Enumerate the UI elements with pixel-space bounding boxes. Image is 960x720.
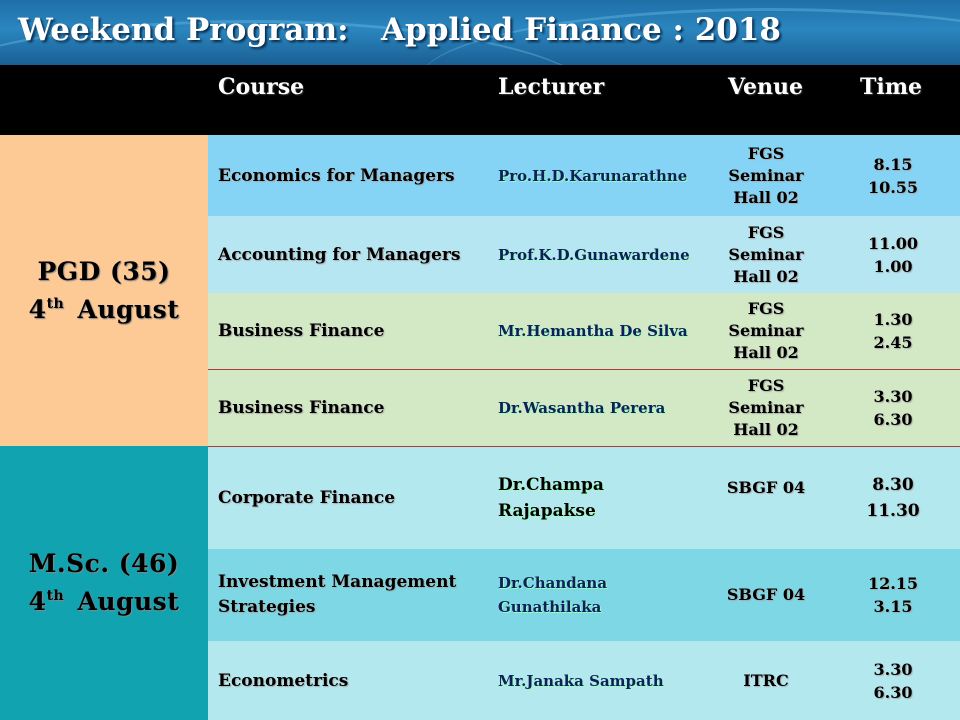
time-end: 11.30	[866, 501, 920, 521]
table-row	[208, 293, 960, 370]
table-row	[208, 135, 960, 216]
lecturer-cell: Pro.H.D.Karunarathne	[498, 166, 688, 185]
time-start: 3.30	[873, 659, 913, 679]
venue-line: Hall 02	[733, 266, 799, 286]
venue-line: FGS	[747, 299, 785, 318]
venue-line: SBGF 04	[726, 478, 806, 497]
table-row	[208, 370, 960, 446]
time-cell	[838, 293, 948, 369]
venue-line: Seminar	[728, 165, 804, 185]
time-end: 6.30	[873, 682, 913, 702]
time-start: 11.00	[867, 233, 919, 253]
lecturer-cell	[498, 549, 718, 641]
venue-cell	[716, 135, 816, 216]
venue-cell	[716, 549, 816, 641]
venue-line: Hall 02	[733, 420, 799, 439]
lecturer-cell: Mr.Hemantha De Silva	[498, 322, 688, 340]
table-row	[208, 641, 960, 720]
lecturer-cell	[498, 447, 718, 549]
course-cell: Business Finance	[218, 398, 385, 418]
time-start: 1.30	[873, 310, 913, 329]
header-lecturer: Lecturer	[498, 74, 605, 100]
venue-line: ITRC	[743, 670, 789, 690]
header-course: Course	[218, 74, 305, 100]
venue-line: Seminar	[728, 244, 804, 264]
time-end: 2.45	[873, 333, 913, 352]
table-row	[208, 549, 960, 641]
group-cell-msc	[0, 446, 208, 720]
venue-cell	[716, 641, 816, 720]
table-row	[208, 446, 960, 549]
time-cell	[838, 641, 948, 720]
time-cell	[838, 216, 948, 293]
venue-cell	[716, 293, 816, 369]
course-cell	[218, 549, 488, 641]
course-cell: Accounting for Managers	[218, 244, 461, 265]
course-cell: Corporate Finance	[218, 488, 396, 508]
time-cell	[838, 549, 948, 641]
lecturer-line: Dr.Chandana	[498, 574, 608, 592]
title-bar	[0, 0, 960, 65]
venue-line: FGS	[747, 376, 785, 395]
time-cell	[838, 135, 948, 216]
group-program-label: M.Sc. (46)	[28, 549, 180, 578]
venue-line: SBGF 04	[726, 585, 806, 604]
group-month: August	[77, 294, 180, 324]
group-day: 4	[28, 294, 47, 324]
header-venue: Venue	[728, 74, 804, 100]
lecturer-line: Dr.Champa	[498, 475, 604, 495]
time-start: 12.15	[867, 574, 919, 593]
group-month: August	[77, 587, 180, 616]
time-end: 3.15	[873, 597, 913, 616]
time-end: 10.55	[867, 177, 919, 197]
venue-line: FGS	[747, 143, 785, 163]
course-line: Strategies	[218, 597, 316, 617]
course-cell: Econometrics	[218, 670, 349, 691]
time-cell	[838, 370, 948, 446]
venue-cell	[716, 370, 816, 446]
lecturer-cell: Prof.K.D.Gunawardene	[498, 245, 690, 264]
course-line: Investment Management	[218, 572, 457, 592]
time-start: 8.15	[873, 154, 913, 174]
venue-line: Hall 02	[733, 187, 799, 207]
lecturer-cell: Mr.Janaka Sampath	[498, 671, 664, 690]
venue-cell	[716, 447, 816, 549]
group-day-suffix: th	[46, 588, 65, 604]
group-date-label	[29, 288, 180, 326]
time-end: 6.30	[873, 410, 913, 429]
header-time: Time	[860, 74, 923, 100]
group-program-label: PGD (35)	[37, 256, 171, 286]
group-cell-pgd	[0, 135, 208, 446]
venue-line: FGS	[747, 222, 785, 242]
time-end: 1.00	[873, 256, 913, 276]
lecturer-line: Rajapakse	[498, 501, 596, 521]
slide-title: Weekend Program: Applied Finance : 2018	[18, 12, 781, 48]
venue-line: Hall 02	[733, 343, 799, 362]
venue-line: Seminar	[728, 321, 804, 340]
lecturer-line: Gunathilaka	[498, 598, 602, 616]
group-day-suffix: th	[46, 295, 65, 312]
time-cell	[838, 447, 948, 549]
course-cell: Business Finance	[218, 321, 385, 341]
time-start: 8.30	[872, 475, 914, 495]
group-date-label	[29, 580, 180, 618]
table-row	[208, 216, 960, 293]
lecturer-cell: Dr.Wasantha Perera	[498, 399, 666, 417]
venue-cell	[716, 216, 816, 293]
course-cell: Economics for Managers	[218, 165, 455, 186]
group-day: 4	[28, 587, 47, 616]
venue-line: Seminar	[728, 398, 804, 417]
table-header-row	[0, 65, 960, 135]
time-start: 3.30	[873, 387, 913, 406]
